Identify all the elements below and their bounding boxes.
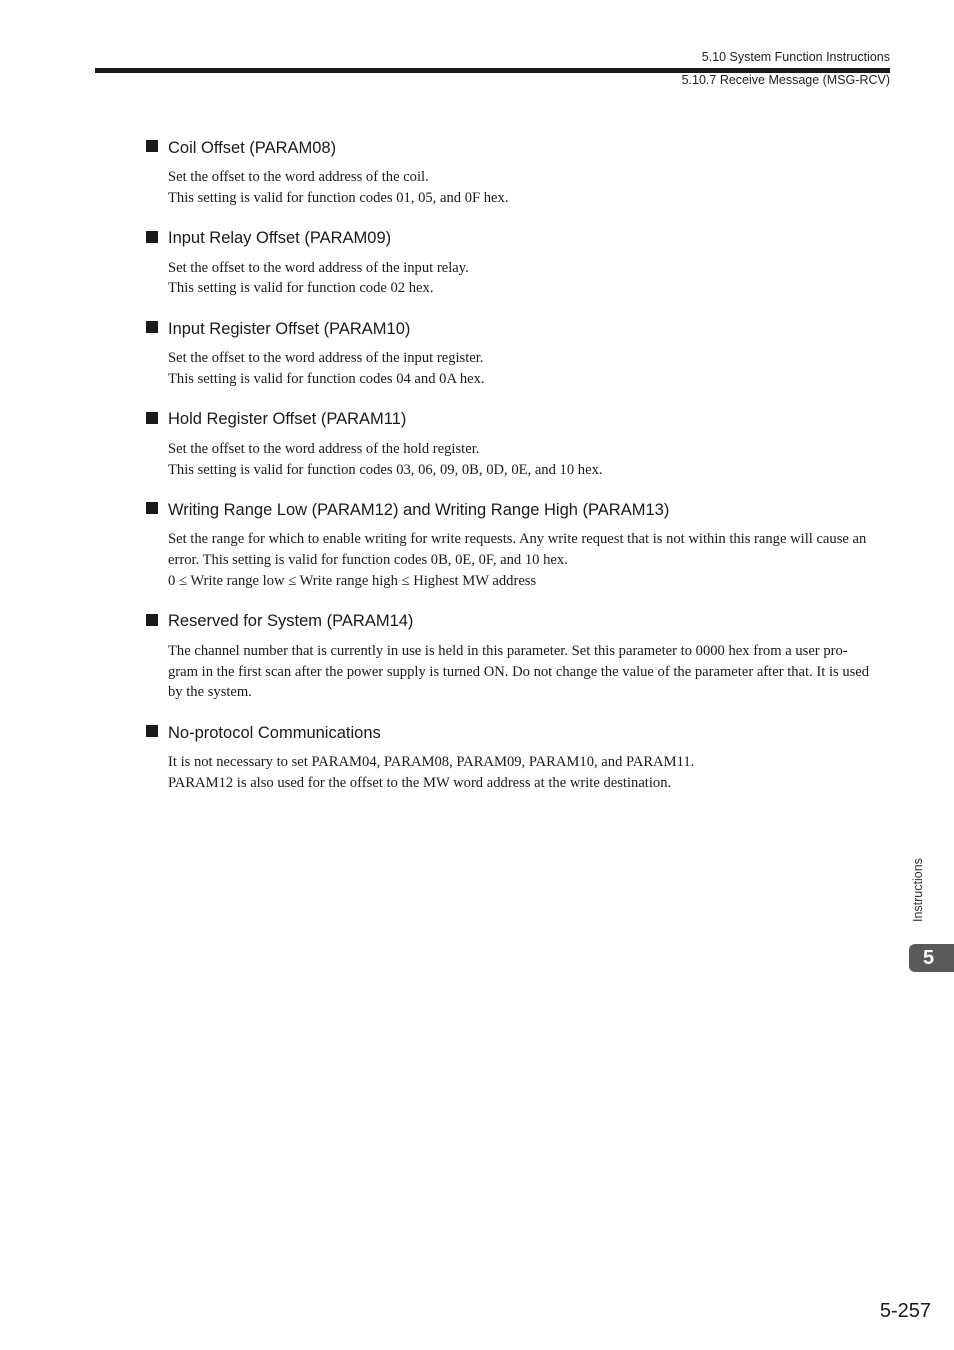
section-title: Hold Register Offset (PARAM11) [168, 410, 407, 429]
section-body [146, 258, 890, 300]
main-content [146, 137, 890, 813]
chapter-tab: 5 [909, 944, 954, 972]
section-body [146, 529, 890, 591]
section-title: No-protocol Communications [168, 723, 381, 742]
body-line: by the system. [168, 684, 252, 701]
black-square-bullet-icon [146, 412, 158, 424]
section-body [146, 167, 890, 209]
body-line: error. This setting is valid for function codes 0B, 0E, 0F, and 10 hex. [168, 552, 568, 569]
section-title: Coil Offset (PARAM08) [168, 138, 337, 157]
section-input-register-offset [146, 318, 890, 390]
black-square-bullet-icon [146, 725, 158, 737]
section-heading [146, 137, 890, 159]
section-title: Input Relay Offset (PARAM09) [168, 229, 392, 248]
running-header-section: 5.10 System Function Instructions [701, 50, 890, 64]
body-line: It is not necessary to set PARAM04, PARAM08, PARAM09, PARAM10, and PARAM11. [168, 754, 695, 771]
section-heading [146, 318, 890, 340]
section-body [146, 439, 890, 481]
section-title: Writing Range Low (PARAM12) and Writing Range High (PARAM13) [168, 500, 670, 519]
body-line: PARAM12 is also used for the offset to the MW word address at the write destination. [168, 774, 672, 791]
section-heading [146, 499, 890, 521]
body-line: Set the offset to the word address of the coil. [168, 169, 429, 185]
black-square-bullet-icon [146, 231, 158, 243]
body-line: This setting is valid for function codes 04 and 0A hex. [168, 370, 485, 387]
body-line: This setting is valid for function codes 01, 05, and 0F hex. [168, 189, 509, 206]
section-input-relay-offset [146, 228, 890, 300]
body-line: gram in the first scan after the power supply is turned ON. Do not change the value of the parameter after that. It is used [168, 663, 870, 680]
page-number: 5-257 [879, 1300, 931, 1322]
chapter-side-label: Instructions [911, 858, 925, 922]
section-writing-range [146, 499, 890, 591]
section-coil-offset [146, 137, 890, 209]
body-line: This setting is valid for function codes 03, 06, 09, 0B, 0D, 0E, and 10 hex. [168, 461, 603, 478]
black-square-bullet-icon [146, 502, 158, 514]
section-reserved-for-system [146, 611, 890, 703]
black-square-bullet-icon [146, 140, 158, 152]
section-title: Reserved for System (PARAM14) [168, 612, 414, 631]
running-header-subsection: 5.10.7 Receive Message (MSG-RCV) [681, 73, 890, 87]
body-line: The channel number that is currently in use is held in this parameter. Set this parameter to 0000 hex from a user pro- [168, 642, 848, 659]
body-line: This setting is valid for function code 02 hex. [168, 280, 434, 297]
section-heading [146, 611, 890, 633]
section-title: Input Register Offset (PARAM10) [168, 319, 411, 338]
black-square-bullet-icon [146, 321, 158, 333]
section-no-protocol-communications [146, 722, 890, 794]
section-body [146, 348, 890, 390]
section-heading [146, 409, 890, 431]
black-square-bullet-icon [146, 614, 158, 626]
body-line: 0 ≤ Write range low ≤ Write range high ≤ Highest MW address [168, 572, 537, 589]
body-line: Set the offset to the word address of the input relay. [168, 259, 469, 276]
body-line: Set the offset to the word address of the input register. [168, 350, 484, 367]
section-hold-register-offset [146, 409, 890, 481]
section-heading [146, 722, 890, 744]
section-heading [146, 228, 890, 250]
section-body [146, 752, 890, 794]
section-body [146, 641, 890, 703]
body-line: Set the range for which to enable writing for write requests. Any write request that is not within this range will cause an [168, 531, 867, 548]
body-line: Set the offset to the word address of the hold register. [168, 440, 480, 457]
